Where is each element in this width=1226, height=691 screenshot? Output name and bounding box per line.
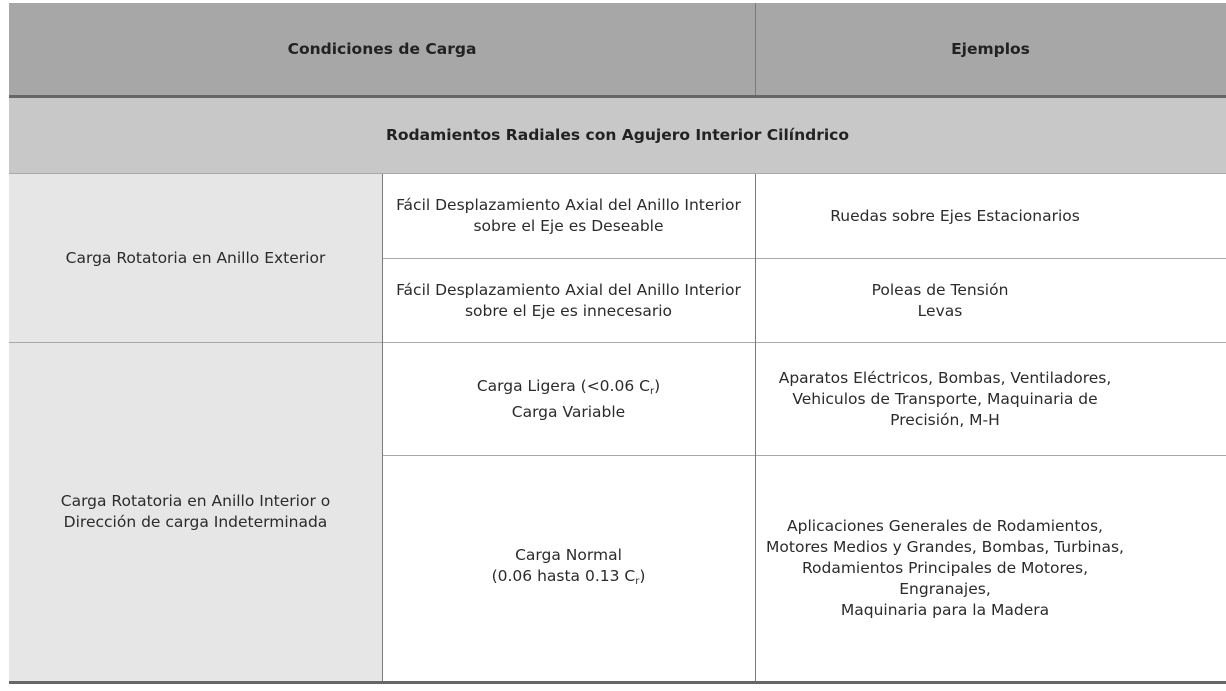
load-conditions-table [9,3,1226,685]
condition-cell [382,174,755,258]
condition-text [477,376,660,423]
example-cell [755,456,1135,681]
example-text: Aparatos Eléctricos, Bombas, Ventiladores, Vehiculos de Transporte, Maquinaria de Precisión, M-H [778,368,1112,429]
example-cell [755,259,1125,342]
group-label-outer-ring-text: Carga Rotatoria en Anillo Exterior [65,248,326,267]
subscript-r: r [635,576,640,587]
example-text: Aplicaciones Generales de Rodamientos, Motores Medios y Grandes, Bombas, Turbinas, Rodamientos Principales de Motores, Engranajes, Maquinaria para la Madera [766,517,1124,619]
group-label-inner-ring-text: Carga Rotatoria en Anillo Interior o Dirección de carga Indeterminada [60,492,331,531]
column-divider-2 [755,174,756,681]
subscript-r: r [649,385,655,397]
condition-variable-load: Carga Variable [511,402,626,421]
condition-normal-load: Carga Normal [515,546,622,564]
header-conditions [9,3,755,95]
section-title [9,98,1226,173]
condition-range-prefix: (0.06 hasta 0.13 C [491,567,636,585]
condition-text: Fácil Desplazamiento Axial del Anillo Interior sobre el Eje es Deseable [396,196,741,235]
condition-cell [382,343,755,455]
header-conditions-label: Condiciones de Carga [287,39,477,58]
group-label-inner-ring [9,343,382,681]
condition-close-paren: ) [639,567,646,585]
condition-text: Fácil Desplazamiento Axial del Anillo Interior sobre el Eje es innecesario [396,280,741,320]
bottom-rule [9,681,1226,684]
example-cell [755,343,1135,455]
example-text: Poleas de Tensión Levas [871,280,1009,320]
example-cell [755,174,1155,258]
header-divider [755,3,756,95]
header-examples-label: Ejemplos [951,39,1030,58]
header-examples [755,3,1226,95]
condition-close-paren: ) [654,376,661,395]
group-label-outer-ring [9,174,382,342]
condition-cell [382,456,755,681]
section-title-text: Rodamientos Radiales con Agujero Interior Cilíndrico [385,126,850,144]
condition-text [492,545,646,592]
example-text: Ruedas sobre Ejes Estacionarios [830,206,1080,225]
condition-cell [382,259,755,342]
condition-light-load: Carga Ligera (<0.06 C [476,376,650,395]
column-divider-1 [382,174,383,681]
